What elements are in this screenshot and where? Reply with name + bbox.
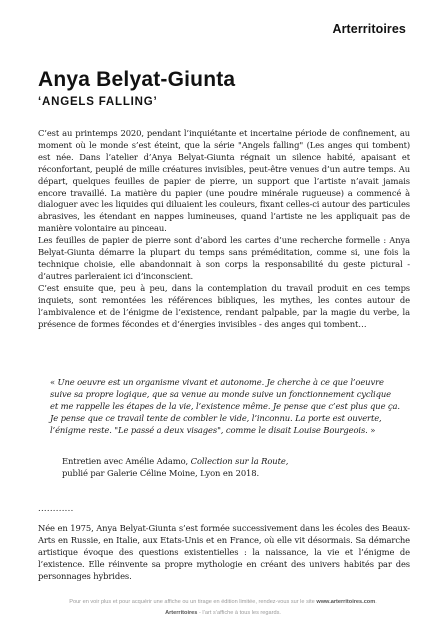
artist-quote: [50, 376, 400, 436]
body-paragraph: Les feuilles de papier de pierre sont d’abord les cartes d’une recherche formelle : Anya Belyat-Giunta démarre la plupart du temps sans préméditation, comme si, une fois la technique choisie, elle abandonnait à son corps la responsabilité du geste pictural - d’autres parleraient ici d’inconscient.: [38, 235, 410, 281]
credit-prefix: Entretien avec Amélie Adamo,: [62, 456, 191, 466]
footer-website-link[interactable]: www.arterritoires.com: [316, 599, 376, 605]
footer-text: Pour en voir plus et pour acquérir une affiche ou un tirage en édition limitée, rendez-vous sur le site: [69, 599, 317, 605]
footer-line-1: [0, 599, 446, 605]
artist-bio: Née en 1975, Anya Belyat-Giunta s’est formée successivement dans les écoles des Beaux-Arts en Russie, en Italie, aux Etats-Unis et en France, où elle vit désormais. Sa démarche artistique évoque des questions existentielles : la naissance, la vie et l’énigme de l’existence. Elle réinvente sa propre mythologie en créant des univers habités par des personnages hybrides.: [38, 523, 410, 581]
article-body: [38, 128, 410, 330]
credit-line-1: [62, 455, 402, 467]
article-title: Anya Belyat-Giunta: [38, 68, 236, 91]
quote-credit: [62, 455, 402, 480]
body-paragraph: C’est ensuite que, peu à peu, dans la contemplation du travail produit en ces temps inquiets, sont remontées les références bibliques, les mythes, les contes autour de l’ambivalence et de l’énigme de l’existence, rendant palpable, par la magie du verbe, la présence de formes fécondes et d’énergies invisibles - des anges qui tombent…: [38, 282, 410, 329]
credit-collection: Collection sur la Route,: [190, 456, 289, 466]
footer-line-2: [0, 610, 446, 616]
credit-line-2: publié par Galerie Céline Moine, Lyon en 2018.: [62, 468, 260, 479]
article-subtitle: ‘ANGELS FALLING’: [38, 96, 158, 108]
footer-tagline: - l’art s’affiche à tous les regards.: [197, 610, 281, 616]
footer-period: .: [375, 599, 377, 605]
quote-close-mark: »: [367, 425, 376, 436]
quote-text: Une oeuvre est un organisme vivant et autonome. Je cherche à ce que l’oeuvre suive sa propre logique, que sa venue au monde suive un fonctionnement cyclique et me rappelle les étapes de la vie, l’existence même. Je pense que c’est plus que ça. Je pense que ce travail tente de combler le vide, l’inconnu. La porte est ouverte, l’énigme reste. "Le passé a deux visages", comme le disait Louise Bourgeois.: [50, 377, 400, 436]
footer-brand: Arterritoires: [165, 610, 198, 616]
quote-open-mark: «: [50, 377, 58, 387]
body-paragraph: C’est au printemps 2020, pendant l’inquiétante et incertaine période de confinement, au moment où le monde s’est éteint, que la série "Angels falling" (Les anges qui tombent) est née. Dans l’atelier d’Anya Belyat-Giunta régnait un silence habité, apaisant et réconfortant, peuplé de mille créatures invisibles, peut-être venues d’un autre temps. Au départ, quelques feuilles de papier de pierre, un support que l’artiste n’avait jamais encore travaillé. La matière du papier (une poudre minérale rugueuse) a commencé à dialoguer avec les liquides qui diluaient les couleurs, fixant celles-ci autour des particules abrasives, les étendant en nappes lumineuses, quand l’artiste ne les appliquait pas de manière volontaire au pinceau.: [38, 128, 410, 234]
section-separator: ............: [38, 503, 74, 513]
brand-logo: Arterritoires: [332, 22, 406, 36]
